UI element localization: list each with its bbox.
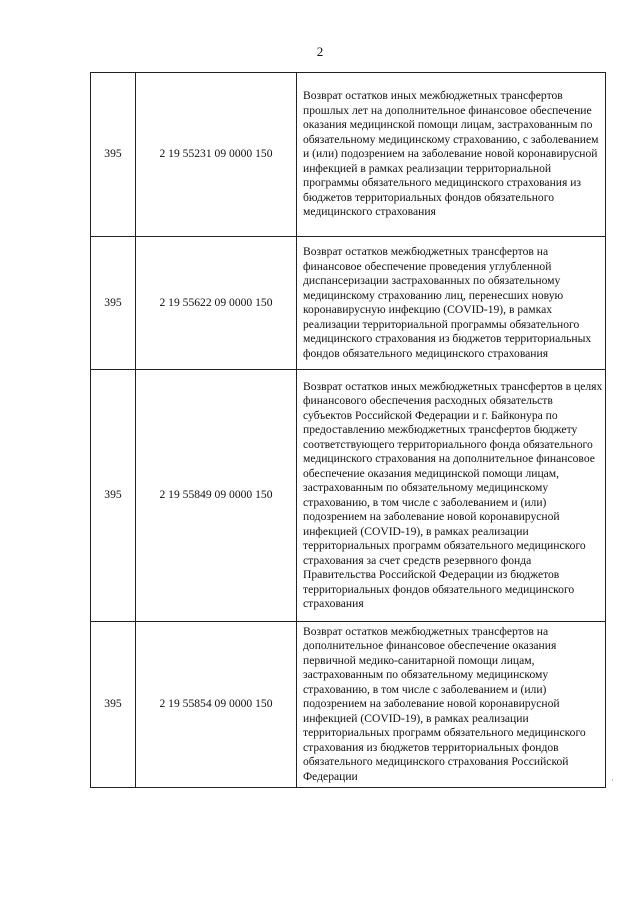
description-cell: Возврат остатков иных межбюджетных трансфертов в целях финансового обеспечения расходных обязательств субъектов Российской Федерации и г. Байконура по предоставлению межбюджетных трансфертов бюджету соответствующего территориального фонда обязательного медицинского страхования на дополнительное финансовое обеспечение оказания медицинской помощи лицам, застрахованным по обязательному медицинскому страхованию, в том числе с заболеванием и (или) подозрением на заболевание новой коронавирусной инфекцией (COVID-19), в рамках реализации территориальных программ обязательного медицинского страхования за счет средств резервного фонда Правительства Российской Федерации из бюджетов территориальных фондов обязательного медицинского страхования xyxy=(297,370,606,622)
admin-code-cell: 395 xyxy=(91,370,136,622)
budget-code-cell: 2 19 55849 09 0000 150 xyxy=(136,370,297,622)
admin-code-cell: 395 xyxy=(91,622,136,788)
budget-codes-table xyxy=(90,72,606,788)
description-cell: Возврат остатков межбюджетных трансфертов на дополнительное финансовое обеспечение оказания первичной медико-санитарной помощи лицам, застрахованным по обязательному медицинскому страхованию, в том числе с заболеванием и (или) подозрением на заболевание новой коронавирусной инфекцией (COVID-19), в рамках реализации территориальных программ обязательного медицинского страхования из бюджетов территориальных фондов обязательного медицинского страхования Российской Федерации xyxy=(297,622,606,788)
page-number: 2 xyxy=(316,44,324,59)
table-row xyxy=(91,237,606,370)
table-row xyxy=(91,73,606,237)
scan-dot-mark: · xyxy=(611,776,614,785)
budget-code-cell: 2 19 55622 09 0000 150 xyxy=(136,237,297,370)
description-cell: Возврат остатков межбюджетных трансфертов на финансовое обеспечение проведения углубленной диспансеризации застрахованных по обязательному медицинскому страхованию лиц, перенесших новую коронавирусную инфекцию (COVID-19), в рамках реализации территориальной программы обязательного медицинского страхования из бюджетов территориальных фондов обязательного медицинского страхования xyxy=(297,237,606,370)
table-row xyxy=(91,622,606,788)
budget-code-cell: 2 19 55854 09 0000 150 xyxy=(136,622,297,788)
admin-code-cell: 395 xyxy=(91,237,136,370)
admin-code-cell: 395 xyxy=(91,73,136,237)
description-cell: Возврат остатков иных межбюджетных трансфертов прошлых лет на дополнительное финансовое обеспечение оказания медицинской помощи лицам, застрахованным по обязательному медицинскому страхованию, с заболеванием и (или) подозрением на заболевание новой коронавирусной инфекцией в рамках реализации территориальной программы обязательного медицинского страхования из бюджетов территориальных фондов обязательного медицинского страхования xyxy=(297,73,606,237)
table-row xyxy=(91,370,606,622)
budget-code-cell: 2 19 55231 09 0000 150 xyxy=(136,73,297,237)
